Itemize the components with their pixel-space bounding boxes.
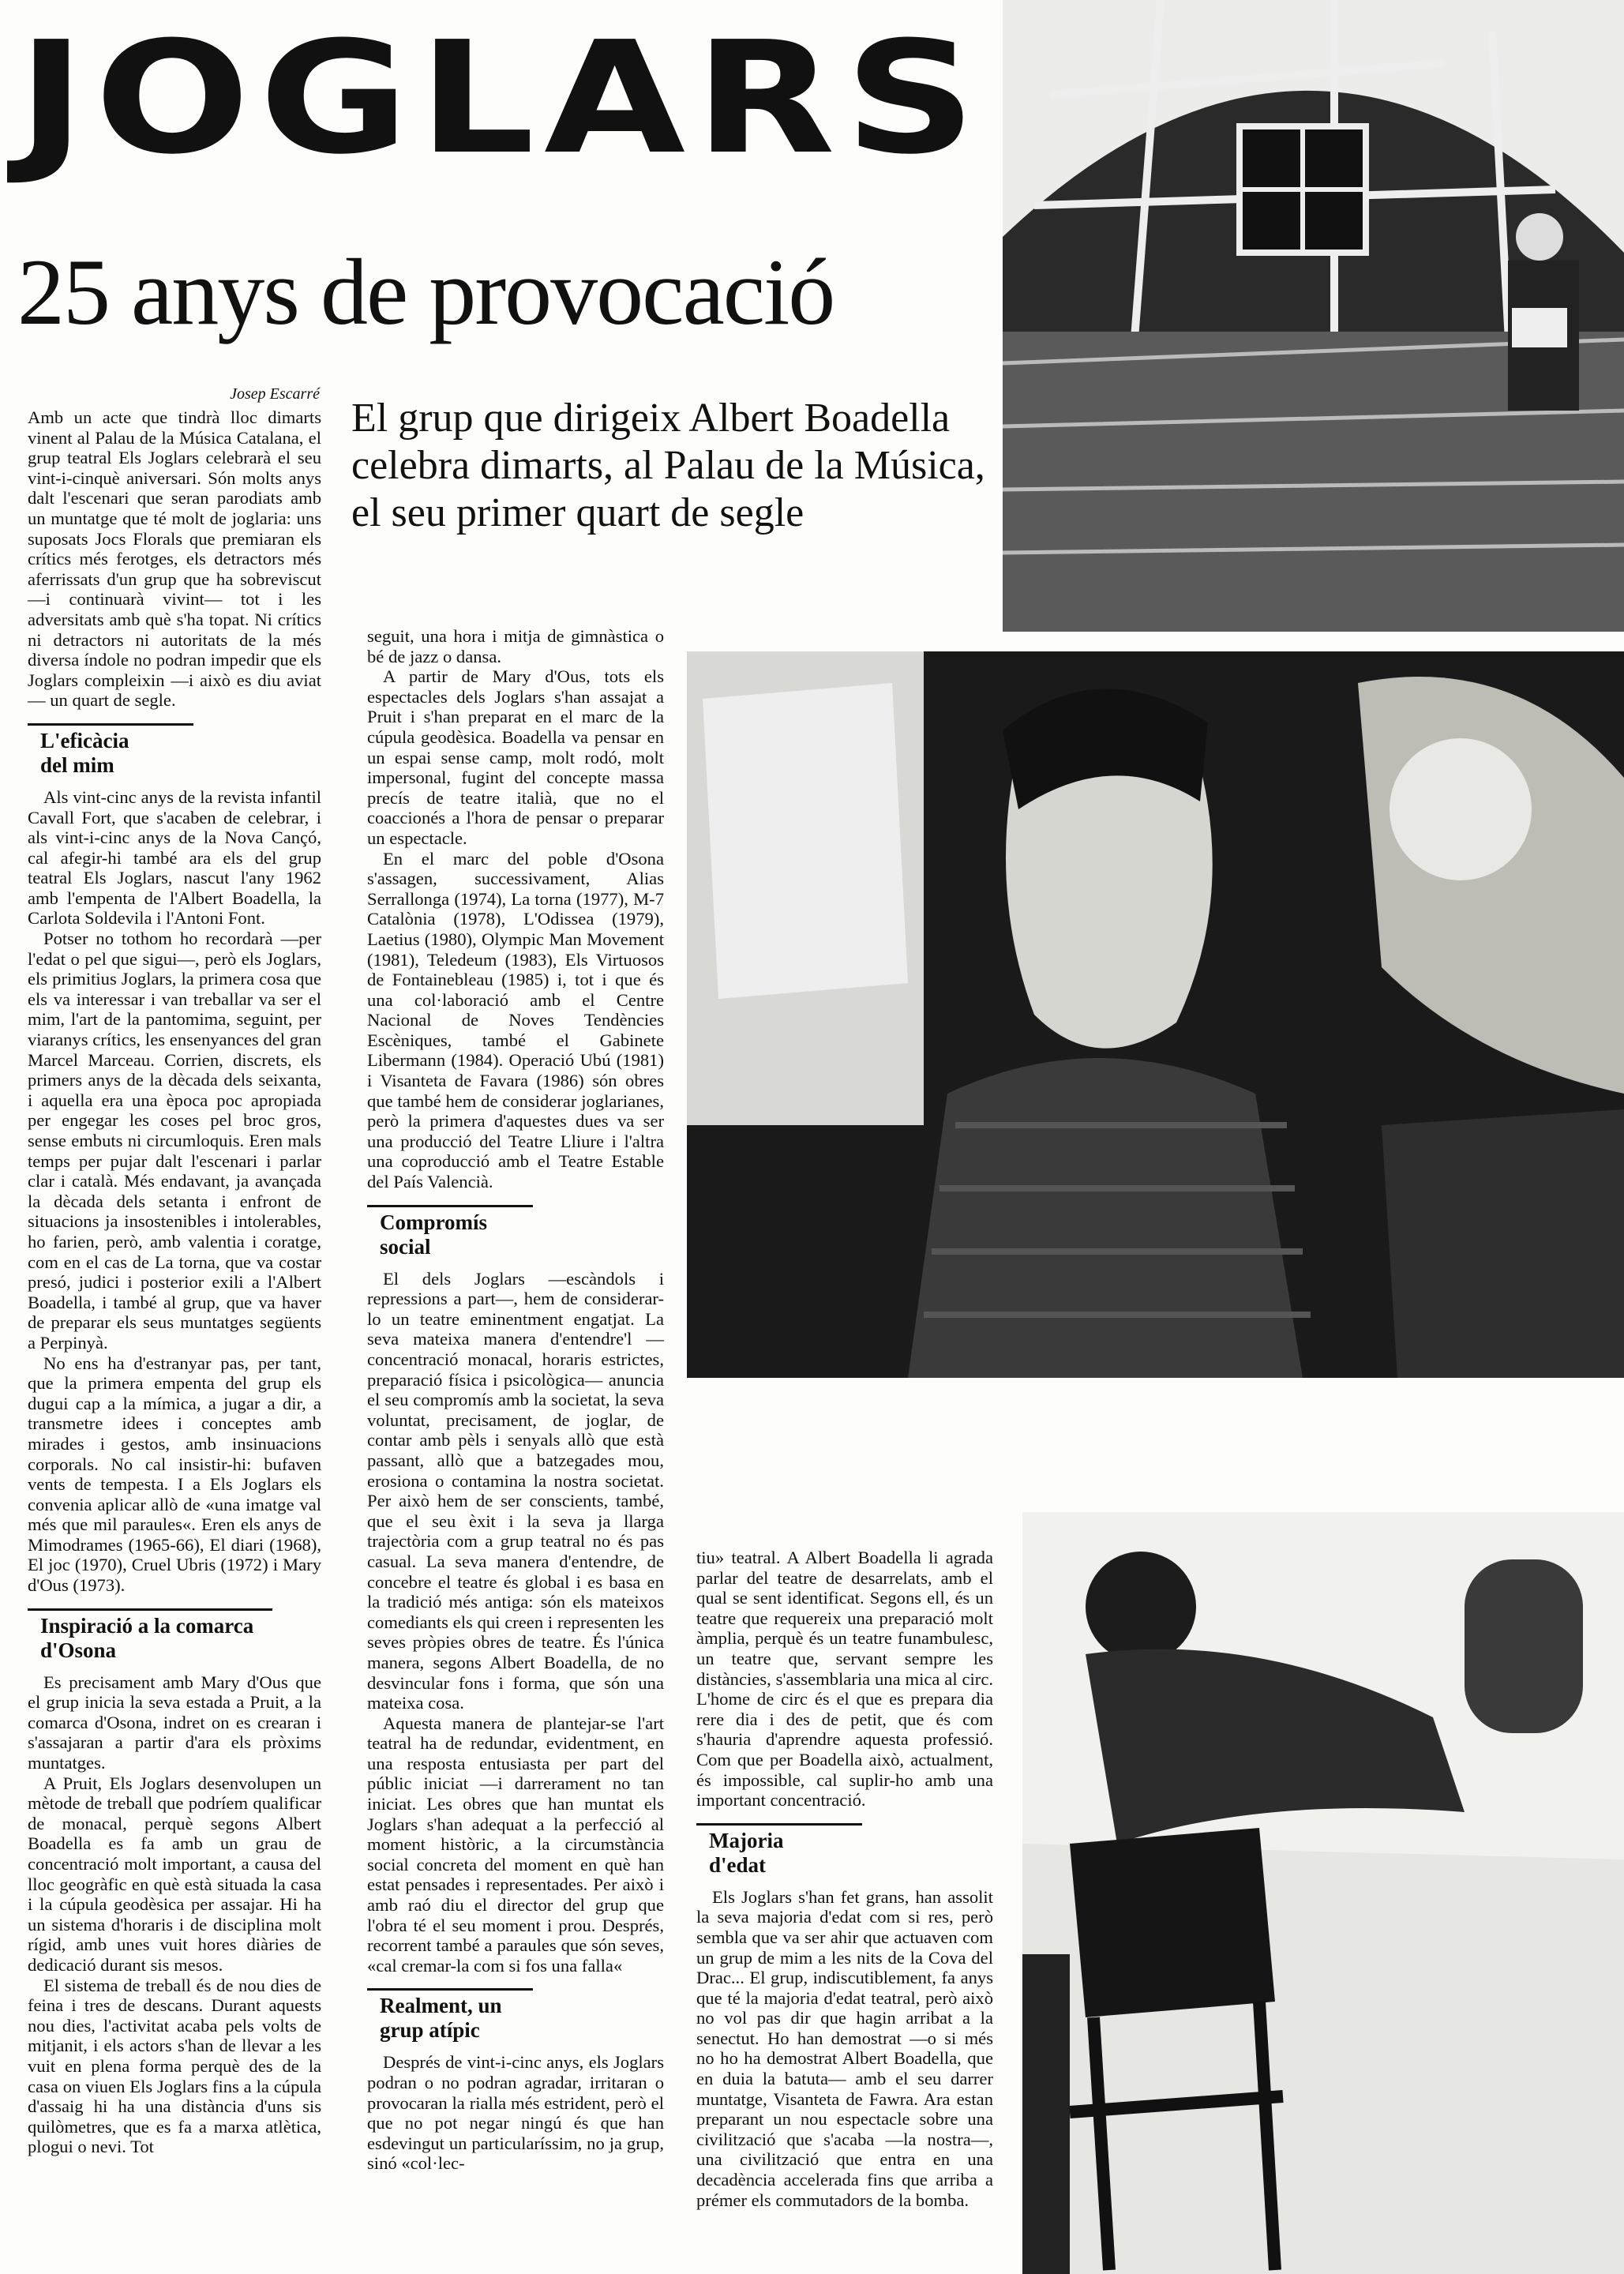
col3-paragraph-2: Els Joglars s'han fet grans, han assolit la seva majoria d'edat com si res, però sembla que va ser ahir que actuaven com un grup de mim a les nits de la Cova del Drac... El grup, indiscutiblement, fa anys que té la majoria d'edat teatral, però això no vol pas dir que hagin arribat a la senectut. Ho han demostrat —o si més no ho ha demostrat Albert Boadella, que en duia la batuta— amb el seu darrer muntatge, Visanteta de Fawra. Ara estan preparant un nou espectacle sobre una civilització que s'acaba —la nostra—, una civilització que entra en una decadència accelerada fins que arriba a prémer els commutadors de la bomba. <box>696 1886 993 2210</box>
col1-paragraph-2: Als vint-cinc anys de la revista infantil Cavall Fort, que s'acaben de celebrar, i als vint-i-cinc anys de la Nova Cançó, cal afegir-hi també ara els del grup teatral Els Joglars, nascut l'any 1962 amb l'empenta de l'Albert Boadella, la Carlota Soldevila i l'Antoni Font. <box>28 786 321 929</box>
col3-paragraph-1: tiu» teatral. A Albert Boadella li agrada parlar del teatre de desarrelats, amb el qual se sent identificat. Segons ell, és un teatre que requereix una preparació molt àmplia, perquè és un teatre funambulesc, un teatre que, servant sempre les distàncies, s'assemblaria una mica al circ. L'home de circ és el que es prepara dia rere dia i des de petit, que és com s'hauria d'aprendre aquesta professió. Com que per Boadella això, actualment, és impossible, cal suplir-ho amb una important concentració. <box>696 1548 993 1811</box>
subheading-line-1: Inspiració a la comarca <box>40 1613 254 1638</box>
photo-chair-figure <box>1022 1512 1624 2274</box>
byline: Josep Escarré <box>230 385 320 403</box>
subheading-line-2: d'edat <box>709 1852 767 1877</box>
subheading-realment <box>367 1988 533 2043</box>
col1-paragraph-5: Es precisament amb Mary d'Ous que el grup inicia la seva estada a Pruit, a la comarca d'Osona, indret on es crearan i s'assajaran a partir d'ara els pròxims muntatges. <box>28 1672 321 1773</box>
subheading-line-1: Majoria <box>709 1828 784 1852</box>
subheading-line-2: grup atípic <box>380 2018 480 2043</box>
subheading-eficacia <box>28 723 193 778</box>
subheading-inspiracio <box>28 1608 272 1663</box>
photo-portrait <box>687 651 1624 1378</box>
headline: JOGLARS <box>17 9 986 189</box>
col1-paragraph-7: El sistema de treball és de nou dies de feina i tres de descans. Durant aquests nou dies, l'activitat acaba pels volts de mitjanit, i els actors s'han de llevar a les vuit en plena forma perquè des de la casa on viuen Els Joglars fins a la cúpula d'assaig hi ha una distància d'uns sis quilòmetres, que es fa a marxa atlètica, plogui o nevi. Tot <box>28 1975 321 2157</box>
col2-paragraph-5: Aquesta manera de plantejar-se l'art teatral ha de redundar, evidentment, en una resposta entusiasta per part del públic iniciat —i darrerament no tan iniciat. Les obres que han muntat els Joglars s'han adequat a la perfecció al moment històric, a la circumstància social concreta del moment en què han estat pensades i representades. Per això i amb raó diu el director del grup que l'obra té el seu moment i prou. Després, recorrent també a paraules que són seves, «cal cremar-la com si fos una falla« <box>367 1713 664 1976</box>
subheading-line-2: del mim <box>40 752 114 777</box>
subheading-line-1: Compromís <box>380 1210 488 1234</box>
column-3 <box>696 1548 993 2210</box>
subheading-line-1: Realment, un <box>380 1994 502 2018</box>
subheading-line-2: d'Osona <box>40 1638 117 1662</box>
col2-paragraph-2: A partir de Mary d'Ous, tots els espectacles dels Joglars s'han assajat a Pruit i s'han preparat en el marc de la cúpula geodèsica. Boadella va pensar en un espai sense camp, molt rodó, molt impersonal, fugint del concepte massa precís de teatre italià, que no el coaccionés a l'hora de pensar o preparar un espectacle. <box>367 666 664 848</box>
col1-paragraph-3: Potser no tothom ho recordarà —per l'edat o pel que sigui—, però els Joglars, els primitius Joglars, la primera cosa que els va interessar i van treballar va ser el mim, l'art de la pantomima, seguint, per viaranys crítics, les ensenyances del gran Marcel Marceau. Corrien, discrets, els primers anys de la dècada dels seixanta, i aquella era una època poc apropiada per engegar les coses pel broc gros, sense embuts ni circumloquis. Eren mals temps per pujar dalt l'escenari i parlar clar i català. Més endavant, ja avançada la dècada dels setanta i enfront de situacions ja insostenibles i intolerables, ho farien, però, amb valentia i coratge, com en el cas de La torna, que va costar presó, judici i posterior exili a l'Albert Boadella, i també al grup, que va haver de preparar els seus muntatges següents a Perpinyà. <box>28 929 321 1353</box>
col2-paragraph-3: En el marc del poble d'Osona s'assagen, successivament, Alias Serrallonga (1974), La torna (1977), M-7 Catalònia (1978), L'Odissea (1979), Laetius (1980), Olympic Man Movement (1981), Teledeum (1983), Els Virtuosos de Fontainebleau (1985) i, tot i que és una col·laboració amb el Centre Nacional de Noves Tendències Escèniques, també el Gabinete Libermann (1984). Operació Ubú (1981) i Visanteta de Favara (1986) són obres que també hem de considerar joglarianes, però la primera d'aquestes dues va ser una producció del Teatre Lliure i l'altra una coproducció amb el Teatre Estable del País Valencià. <box>367 848 664 1192</box>
subheadline: 25 anys de provocació <box>17 239 835 344</box>
col1-paragraph-1: Amb un acte que tindrà lloc dimarts vinent al Palau de la Música Catalana, el grup teatral Els Joglars celebrarà el seu vint-i-cinquè aniversari. Són molts anys dalt l'escenari que seran parodiats amb un muntatge que té molt de joglaria: uns suposats Jocs Florals que premiaran els crítics més ferotges, els detractors més aferrissats d'un grup que ha sobreviscut —i continuarà vivint— tot i les adversitats amb què s'ha topat. Ni crítics ni detractors ni autoritats de la més diversa índole no podran impedir que els Joglars compleixin —i això es diu aviat— un quart de segle. <box>28 407 321 711</box>
subheading-line-1: L'eficàcia <box>40 728 129 752</box>
col2-paragraph-1: seguit, una hora i mitja de gimnàstica o bé de jazz o dansa. <box>367 626 664 666</box>
col2-paragraph-4: El dels Joglars —escàndols i repressions a part—, hem de considerar-lo un teatre eminentment engatjat. La seva mateixa manera d'entendre'l —concentració monacal, horaris estrictes, preparació física i psicològica— anuncia el seu compromís amb la societat, la seva voluntat, precisament, de joglar, de contar amb pèls i senyals allò que està passant, allò que a batzegades mou, erosiona o contamina la nostra societat. Per això hem de ser conscients, també, que el seu èxit i la seva ja llarga trajectòria com a grup teatral no és pas casual. La seva manera d'entendre, de concebre el teatre és global i es basa en la tradició més antiga: són els mateixos comediants els qui creen i representen les seves pròpies obres de teatre. És l'única manera, segons Albert Boadella, de no desvincular fons i forma, que són una mateixa cosa. <box>367 1268 664 1713</box>
column-1 <box>28 407 321 2157</box>
photo-geodesic-dome <box>1003 0 1624 632</box>
column-2 <box>367 626 664 2174</box>
subheading-compromis <box>367 1205 533 1259</box>
col1-paragraph-4: No ens ha d'estranyar pas, per tant, que la primera empenta del grup els dugui cap a la mímica, a jugar a dir, a transmetre idees i conceptes amb mirades i gestos, amb insinuacions corporals. No cal insistir-hi: bufaven vents de tempesta. I a Els Joglars els convenia aplicar allò de «una imatge val més que mil paraules«. Eren els anys de Mimodrames (1965-66), El diari (1968), El joc (1970), Cruel Ubris (1972) i Mary d'Ous (1973). <box>28 1353 321 1596</box>
subheading-line-2: social <box>380 1234 431 1259</box>
col1-paragraph-6: A Pruit, Els Joglars desenvolupen un mètode de treball que podríem qualificar de monacal, perquè segons Albert Boadella es fa amb un grau de concentració molt important, a causa del lloc geogràfic en què està situada la casa i la cúpula geodèsica per assajar. Hi ha un sistema d'horaris i de disciplina molt rígid, amb unes vuit hores diàries de dedicació durant sis mesos. <box>28 1773 321 1975</box>
deck: El grup que dirigeix Albert Boadella celebra dimarts, al Palau de la Música, el seu primer quart de segle <box>351 396 985 535</box>
col2-paragraph-6: Després de vint-i-cinc anys, els Joglars podran o no podran agradar, irritaran o provocaran la rialla més estrident, però el que no pot negar ningú és que han esdevingut un particularíssim, no ja grup, sinó «col·lec- <box>367 2052 664 2174</box>
subheading-majoria <box>696 1823 862 1878</box>
